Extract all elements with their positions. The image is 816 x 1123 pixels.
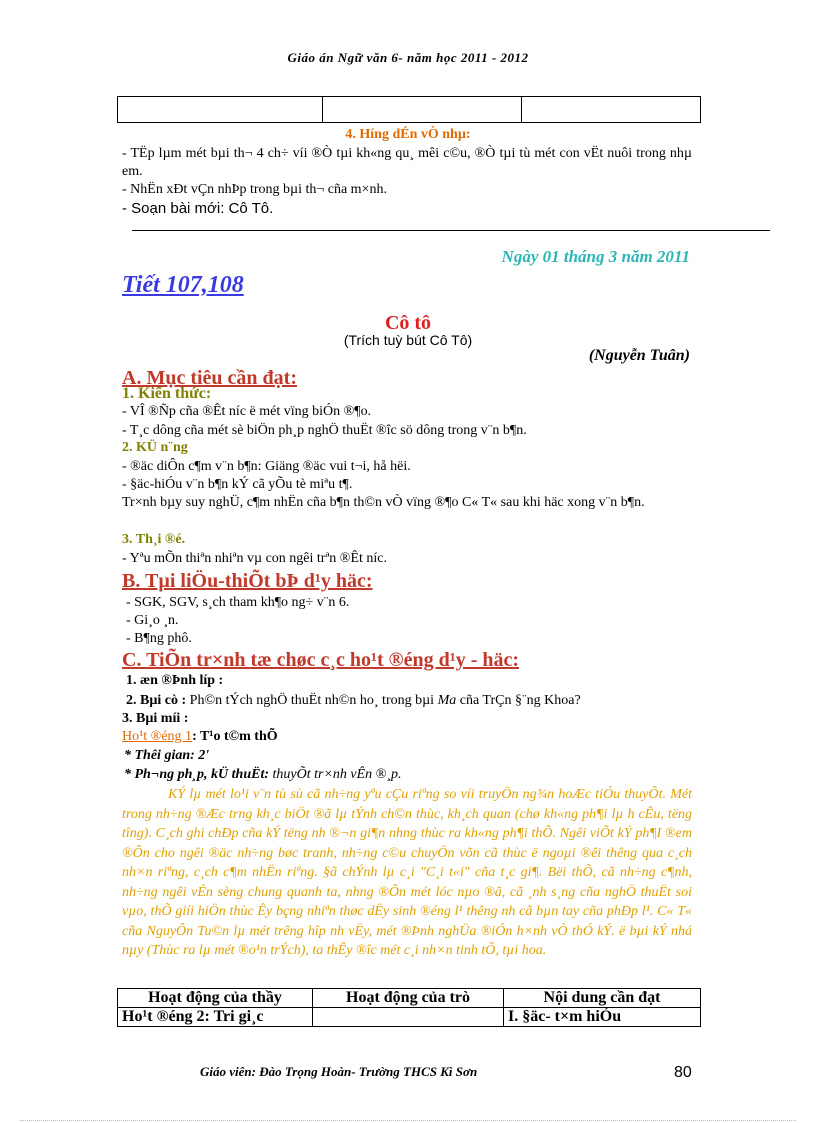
activity-1-text: : T¹o t©m thÕ bbox=[192, 729, 278, 744]
top-table bbox=[117, 96, 701, 123]
author: (Nguyễn Tuân) bbox=[588, 347, 690, 364]
header-student: Hoạt động của trò bbox=[313, 989, 504, 1008]
header-teacher: Hoạt động của thầy bbox=[118, 989, 313, 1008]
method-text: thuyÕt tr×nh vÊn ®¸p. bbox=[269, 767, 402, 782]
divider bbox=[132, 230, 770, 231]
time: * Thêi gian: 2' bbox=[124, 748, 210, 763]
knowledge-line-2: - T¸c dông cña mét sè biÖn ph¸p nghÖ thuËt ®îc sö dông trong v¨n b¶n. bbox=[122, 423, 527, 438]
skills-heading: 2. KÜ n¨ng bbox=[122, 440, 188, 455]
page-header: Giáo án Ngữ văn 6- năm học 2011 - 2012 bbox=[287, 50, 529, 65]
text-title: Cô tô bbox=[384, 312, 432, 334]
method bbox=[124, 767, 401, 783]
knowledge-heading: 1. Kiến thức: bbox=[122, 385, 212, 402]
step-3: 3. Bµi míi : bbox=[122, 711, 189, 726]
attitude-line-1: - Yªu mÕn thiªn nhiªn vµ con ngêi trªn ®Êt níc. bbox=[122, 551, 387, 566]
page-footer: Giáo viên: Đào Trọng Hoàn- Trường THCS Kì Sơn bbox=[200, 1064, 478, 1079]
text-subtitle: (Trích tuỳ bút Cô Tô) bbox=[343, 332, 473, 348]
materials-line-2: - Gi¸o ¸n. bbox=[126, 613, 179, 628]
materials-line-3: - B¶ng phô. bbox=[126, 631, 192, 646]
date: Ngày 01 tháng 3 năm 2011 bbox=[501, 247, 690, 266]
header-content: Nội dung cần đạt bbox=[504, 989, 701, 1008]
row-content: I. §äc- t×m hiÓu bbox=[504, 1008, 701, 1027]
section-b-heading: B. Tµi liÖu-thiÕt bÞ d¹y häc: bbox=[122, 570, 373, 592]
method-label: * Ph¬ng ph¸p, kÜ thuËt: bbox=[124, 767, 270, 782]
activity-1-label: Ho¹t ®éng 1 bbox=[122, 729, 193, 744]
prepare-line: - Soạn bài mới: Cô Tô. bbox=[122, 200, 274, 217]
skills-line-2: - §äc-hiÓu v¨n b¶n kÝ cã yÕu tè miªu t¶. bbox=[122, 477, 353, 492]
activity-table bbox=[117, 988, 701, 1027]
skills-line-1: - ®äc diÔn c¶m v¨n b¶n: Giäng ®äc vui t¬i, hå hëi. bbox=[122, 459, 411, 474]
knowledge-line-1: - VÎ ®Ñp cña ®Êt níc ë mét vïng biÓn ®¶o. bbox=[122, 404, 372, 419]
step-2-tail: cña TrÇn §¨ng Khoa? bbox=[456, 693, 581, 708]
row-student bbox=[313, 1008, 504, 1027]
step-2-label: 2. Bµi cò : bbox=[126, 693, 187, 708]
activity-1 bbox=[122, 729, 278, 745]
section4-title: 4. Híng dÉn vÒ nhµ: bbox=[345, 127, 471, 142]
step-1: 1. æn ®Þnh líp : bbox=[126, 673, 224, 688]
intro-paragraph: KÝ lµ mét lo¹i v¨n tù sù cã nh÷ng yªu cÇu riªng so víi truyÖn ng¾n hoÆc tiÓu thuyÕt. Mét trong nh÷ng ®Æc trng kh¸c biÖt ®ã lµ tÝnh ch©n thùc, kh¸ch quan (chø kh«ng ph¶i lµ h cÊu, tëng tîng). C¸ch ghi chÐp cña kÝ tëng nh ®¬n gi¶n nhng thùc ra kh«ng ph¶i thÕ. Ngêi viÕt kÝ ph¶I ®em ®Õn cho ngêi ®äc nh÷ng bøc tranh, nh÷ng c©u chuyÖn võn cã thùc ë ngoµi ®êi thêng qua c¸ch nh×n riªng, c¸ch c¶m nhËn riªng. §ã chÝnh lµ c¸i "C¸i t«i" cña t¸c gi¶. Bëi thÕ, cã nh÷ng c¶nh, nh÷ng ngêi vÉn sèng chung quanh ta, nhng ®Õn mét lóc nµo ®ã, cã ¸nh s¸ng cña nghÖ thuËt soi vµo, thÕ giíi hiÖn thùc Êy bçng nhiªn thøc dËy sinh ®éng l¹ thêng nh cã bµn tay cña phÐp l¹. C« T« cña NguyÔn Tu©n lµ mét trêng hîp nh vËy, mét ®Þnh nghÜa ®iÓn h×nh vÒ thÓ kÝ. ë bµi kÝ nhá nµy (Thùc ra lµ mét ®o¹n trÝch), ta thÊy ®îc mét c¸i nh×n tinh tÕ, tµi hoa. bbox=[122, 787, 692, 958]
step-2-text: Ph©n tÝch nghÖ thuËt nh©n ho¸ trong bµi bbox=[186, 693, 438, 708]
attitude-heading: 3. Th¸i ®é. bbox=[122, 532, 186, 547]
page-edge bbox=[20, 1120, 796, 1121]
skills-line-3: Tr×nh bµy suy nghÜ, c¶m nhËn cña b¶n th©n vÒ vïng ®¶o C« T« sau khi häc xong v¨n b¶n. bbox=[122, 495, 645, 510]
row-teacher: Ho¹t ®éng 2: Tri gi¸c bbox=[118, 1008, 313, 1027]
page-number: 80 bbox=[674, 1064, 692, 1081]
section4-line-1: - TËp lµm mét bµi th¬ 4 ch÷ víi ®Ò tµi kh«ng qu¸ mêi c©u, ®Ò tµi tù mét con vËt nuôi trong nhµ em. bbox=[122, 146, 692, 179]
table-cell bbox=[323, 97, 522, 123]
section4-line-2: - NhËn xÐt vÇn nhÞp trong bµi th¬ cña m×nh. bbox=[122, 182, 387, 197]
table-cell bbox=[118, 97, 323, 123]
materials-line-1: - SGK, SGV, s¸ch tham kh¶o ng÷ v¨n 6. bbox=[126, 595, 350, 610]
lesson-title: Tiết 107,108 bbox=[122, 272, 244, 298]
table-cell bbox=[522, 97, 701, 123]
step-2-italic: Ma bbox=[437, 693, 457, 708]
section-a-heading: A. Mục tiêu cần đạt: bbox=[122, 367, 297, 389]
step-2 bbox=[126, 692, 696, 710]
section-c-heading: C. TiÕn tr×nh tæ chøc c¸c ho¹t ®éng d¹y - häc: bbox=[122, 649, 520, 671]
